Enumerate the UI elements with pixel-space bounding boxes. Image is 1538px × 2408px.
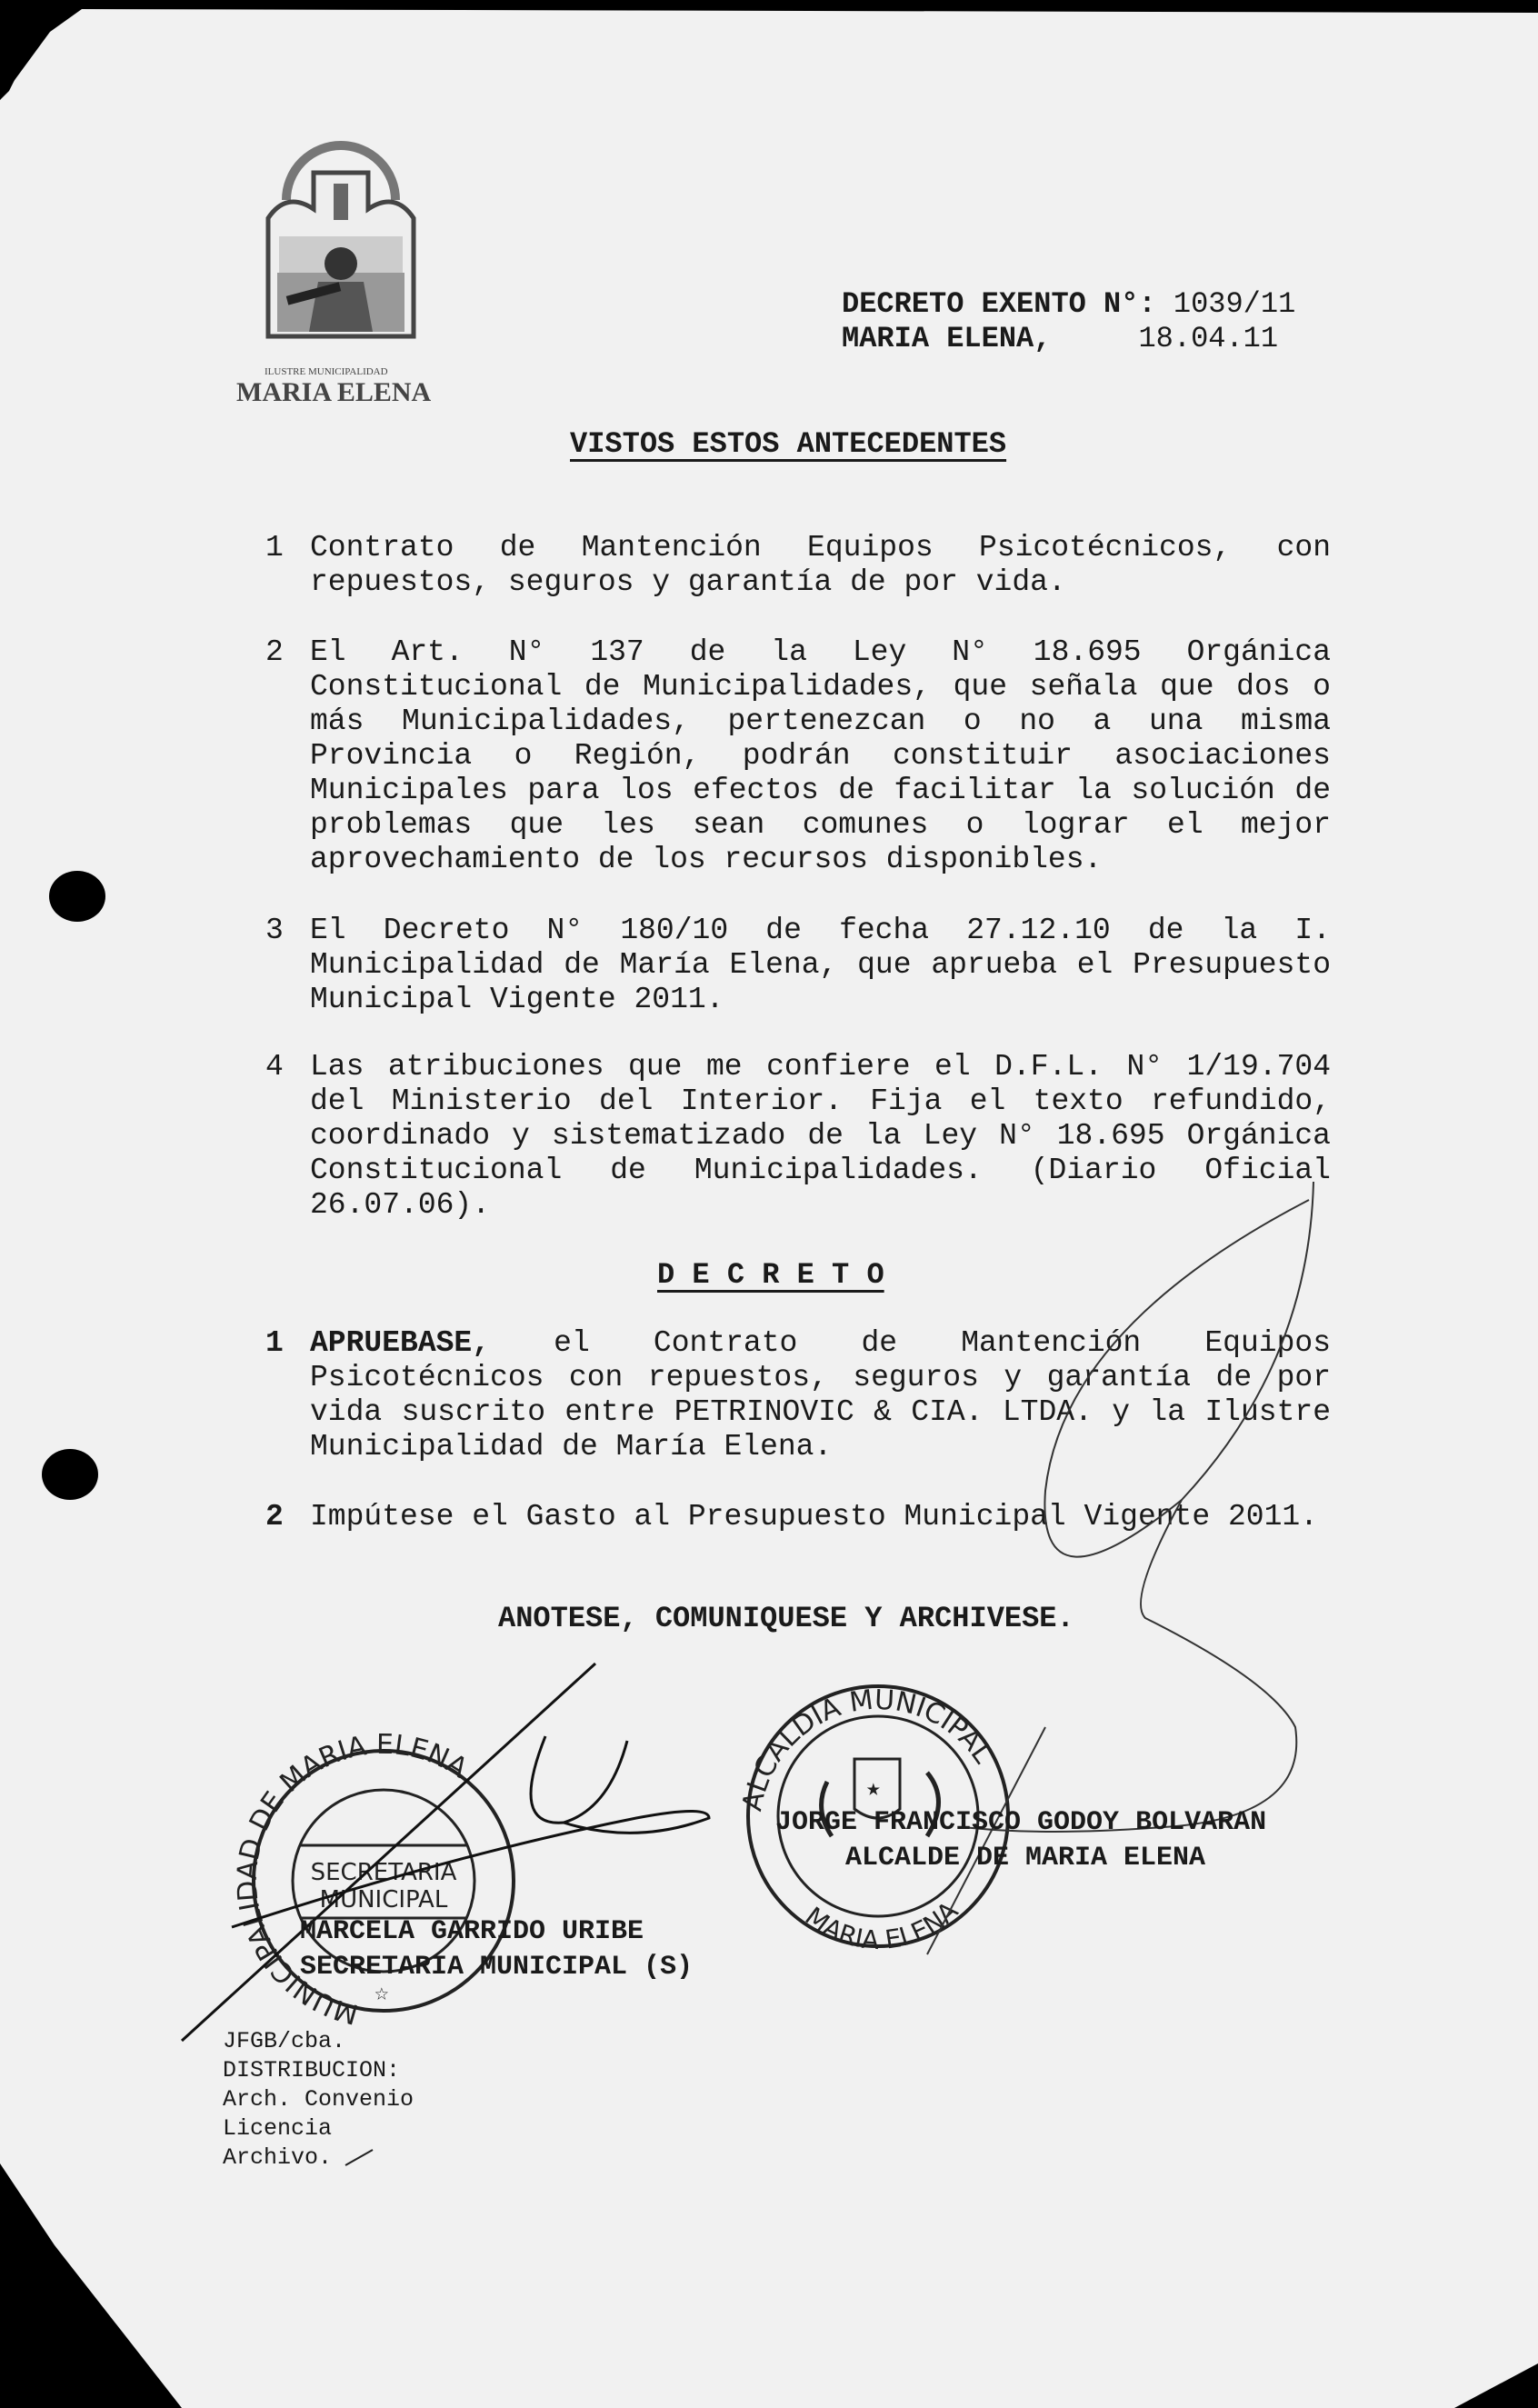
initials: JFGB/cba. (223, 2028, 346, 2054)
text-line: más Municipalidades, pertenezcan o no a una misma (310, 704, 1331, 738)
distribution-item: Archivo. (223, 2144, 333, 2171)
decree-label: DECRETO EXENTO N°: (842, 287, 1156, 321)
text-line: El Decreto N° 180/10 de fecha 27.12.10 de la I. (310, 914, 1331, 947)
item-number: 1 (265, 1326, 284, 1360)
word: Contrato (653, 1326, 798, 1360)
secretary-title: SECRETARIA MUNICIPAL (S) (300, 1952, 694, 1983)
text-line: repuestos, seguros y garantía de por vida. (310, 565, 1066, 599)
text-line: 26.07.06). (310, 1188, 491, 1222)
word: APRUEBASE, (310, 1326, 491, 1360)
check-mark (345, 2150, 373, 2165)
distribution-label: DISTRIBUCION: (223, 2057, 401, 2083)
text-line: aprovechamiento de los recursos disponibles. (310, 843, 1103, 876)
vistos-heading: VISTOS ESTOS ANTECEDENTES (570, 427, 1007, 461)
text-line: Contrato de Mantención Equipos Psicotécnicos, con (310, 531, 1331, 565)
svg-text:MUNICIPAL: MUNICIPAL (319, 1886, 448, 1913)
text-line: El Art. N° 137 de la Ley N° 18.695 Orgánica (310, 635, 1331, 669)
item-number: 4 (265, 1050, 284, 1084)
text-line: Municipal Vigente 2011. (310, 983, 724, 1016)
item-number: 3 (265, 914, 284, 947)
text-line: problemas que les sean comunes o lograr el mejor (310, 808, 1331, 842)
item-number: 1 (265, 531, 284, 565)
text-line: coordinado y sistematizado de la Ley N° 18.695 Orgánica (310, 1119, 1331, 1153)
text-line: Municipalidad de María Elena. (310, 1430, 833, 1464)
place-label: MARIA ELENA, (842, 322, 1052, 355)
svg-text:ALCALDIA MUNICIPAL: ALCALDIA MUNICIPAL (736, 1684, 999, 1814)
secretary-name: MARCELA GARRIDO URIBE (300, 1916, 644, 1947)
secretary-stamp (232, 1729, 514, 2030)
text-line: Impútese el Gasto al Presupuesto Municipal Vigente 2011. (310, 1500, 1318, 1534)
text-line: Municipalidad de María Elena, que aprueba el Presupuesto (310, 948, 1331, 982)
decreto-heading: D E C R E T O (657, 1258, 884, 1292)
decree-date: 18.04.11 (1138, 322, 1279, 355)
text-line: Provincia o Región, podrán constituir asociaciones (310, 739, 1331, 773)
mayor-name: JORGE FRANCISCO GODOY BOLVARAN (775, 1807, 1267, 1838)
item-number: 2 (265, 1500, 284, 1534)
item-number: 2 (265, 635, 284, 669)
word: de (861, 1326, 898, 1360)
text-line: vida suscrito entre PETRINOVIC & CIA. LTDA. y la Ilustre (310, 1395, 1331, 1429)
word: Equipos (1204, 1326, 1331, 1360)
word: Mantención (961, 1326, 1142, 1360)
svg-text:☆: ☆ (375, 1980, 389, 2007)
distribution-item: Licencia (223, 2115, 333, 2142)
closing-formula: ANOTESE, COMUNIQUESE Y ARCHIVESE. (498, 1602, 1074, 1635)
text-line: Constitucional de Municipalidades. (Diario Oficial (310, 1154, 1331, 1187)
svg-text:MUNICIPALIDAD DE MARIA ELENA: MUNICIPALIDAD DE MARIA ELENA (231, 1728, 474, 2031)
distribution-item: Arch. Convenio (223, 2086, 414, 2113)
text-line: Las atribuciones que me confiere el D.F.L. N° 1/19.704 (310, 1050, 1331, 1084)
text-line: del Ministerio del Interior. Fija el texto refundido, (310, 1084, 1331, 1118)
svg-text:★: ★ (866, 1775, 881, 1803)
svg-text:MARIA ELENA: MARIA ELENA (799, 1895, 964, 1956)
text-line: Municipales para los efectos de facilitar la solución de (310, 774, 1331, 807)
text-line: Constitucional de Municipalidades, que señala que dos o (310, 670, 1331, 704)
logo-name: MARIA ELENA (236, 377, 432, 407)
mayor-title: ALCALDE DE MARIA ELENA (845, 1843, 1206, 1873)
text-line: Psicotécnicos con repuestos, seguros y garantía de por (310, 1361, 1331, 1394)
logo-subtitle: ILUSTRE MUNICIPALIDAD (265, 366, 388, 377)
decree-number: 1039/11 (1173, 287, 1296, 321)
svg-text:SECRETARIA: SECRETARIA (310, 1859, 457, 1886)
word: el (554, 1326, 590, 1360)
